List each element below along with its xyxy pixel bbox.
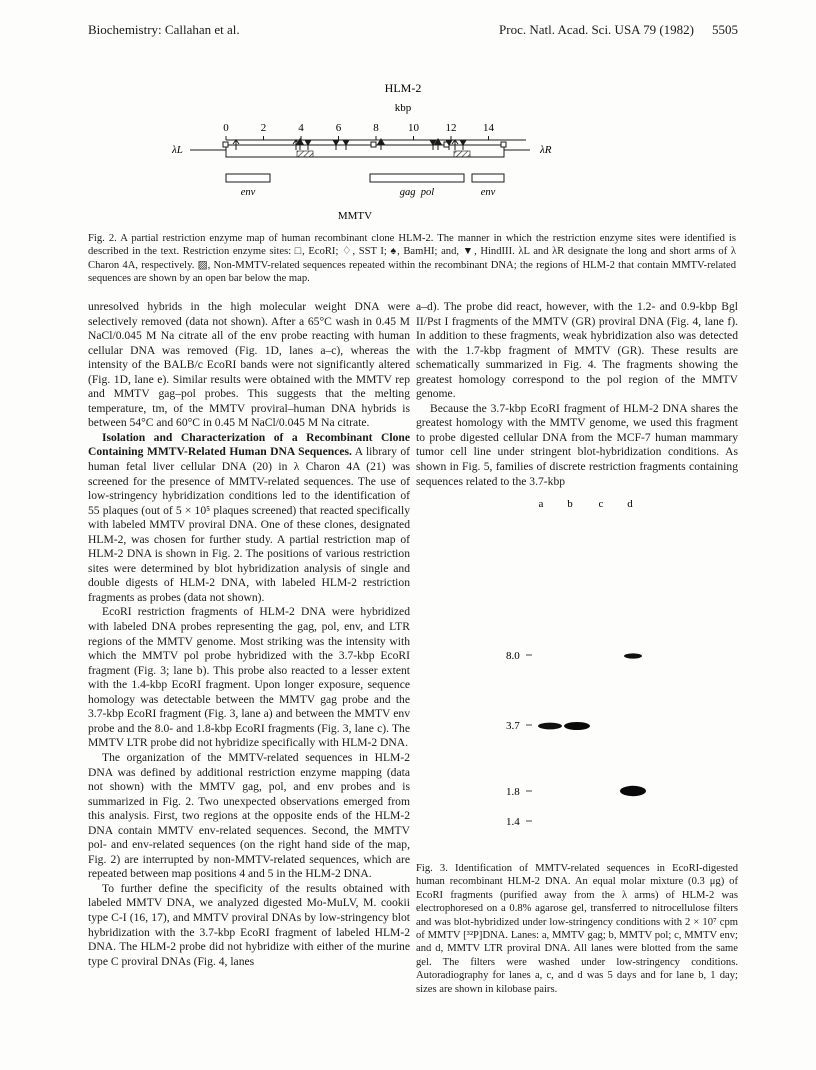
running-header-right <box>499 22 738 38</box>
repeat-region-hatched <box>297 151 313 157</box>
scale-tick-label: 0 <box>223 122 229 134</box>
band-lane-c-8-0 <box>624 653 642 658</box>
bamhi-site-icon <box>378 139 384 150</box>
scale-tick-label: 2 <box>260 122 267 134</box>
ecori-site-icon <box>501 142 506 147</box>
left-column <box>88 300 410 969</box>
journal-citation: Proc. Natl. Acad. Sci. USA 79 (1982) <box>499 22 694 37</box>
lambda-right-label: λR <box>540 144 552 156</box>
scale-ticks <box>223 122 494 140</box>
mmtv-label: MMTV <box>337 210 373 222</box>
paragraph: unresolved hybrids in the high molecular weight DNA were selectively removed (data not shown). After a 65°C wash in 0.45 M NaCl/0.045 M Na citrate all of the env probe reacting with human cellular DNA was removed (Fig. 1D, lanes a–c), whereas the intensity of the BALB/c EcoRI bands were not significantly altered (Fig. 1D, lane e). Similar results were obtained with the MMTV rep and MMTV gag–pol probes. This suggests that the melting temperature, tm, of the MMTV proviral–human DNA hybrids is between 54°C and 60°C in 0.45 M NaCl/0.045 M Na citrate. <box>88 300 410 430</box>
paragraph: EcoRI restriction fragments of HLM-2 DNA were hybridized with labeled DNA probes representing the gag, pol, env, and LTR regions of the MMTV genome. Most striking was the intensity with which the MMTV pol probe hybridized with the 3.7-kbp EcoRI fragment (Fig. 3; lane b). This probe also reacted to a lesser extent with the 1.4-kbp EcoRI fragment. Upon longer exposure, sequence homology was detectable between the MMTV gag probe and the 3.7-kbp EcoRI fragment (Fig. 3, lane a) and between the MMTV env probe and the 8.0- and 1.8-kbp EcoRI fragments (Fig. 3, lane c). The MMTV LTR probe did not hybridize specifically with HLM-2 DNA. <box>88 605 410 750</box>
scale-tick-label: 10 <box>408 122 419 134</box>
page-number: 5505 <box>712 22 738 37</box>
env-bar-left <box>226 174 270 182</box>
scale-tick-label: 12 <box>445 122 457 134</box>
bamhi-site-icon <box>297 139 303 150</box>
size-marker-1-4: 1.4 <box>506 816 520 828</box>
figure-3-autoradiograph <box>470 495 670 625</box>
band-lane-a-3-7 <box>538 723 562 730</box>
ecori-site-icon <box>223 142 228 147</box>
bar-label: gag pol <box>399 187 435 198</box>
gag-pol-bar <box>370 174 464 182</box>
paragraph <box>88 431 410 606</box>
scale-tick-label: 14 <box>483 122 494 134</box>
size-marker-1-8: 1.8 <box>506 786 520 798</box>
scale-tick-label: 6 <box>335 122 342 134</box>
bar-label: env <box>480 187 496 198</box>
lambda-left-label: λL <box>172 144 183 156</box>
figure-2-restriction-map <box>150 78 610 228</box>
map-scale-unit: kbp <box>394 102 412 114</box>
band-lane-b-3-7 <box>564 722 590 730</box>
band-lane-c-1-8 <box>620 786 646 796</box>
paragraph: To further define the specificity of the results obtained with labeled MMTV DNA, we analyzed digested Mo-MuLV, M. cookii type C-I (16, 17), and MMTV proviral DNAs by low-stringency blot hybridization with the 3.7-kbp EcoRI fragment of labeled HLM-2 DNA. The HLM-2 probe did not hybridize with either of the murine type C proviral DNAs (Fig. 4, lanes <box>88 881 410 968</box>
lane-label-d: d <box>627 498 633 510</box>
bar-label: env <box>240 187 256 198</box>
paragraph-body: A library of human fetal liver cellular DNA (20) in λ Charon 4A (21) was screened for the presence of MMTV-related sequences. The use of low-stringency hybridization conditions led to the identification of 55 plaques (out of 5 × 10⁵ plaques screened) that reacted specifically with labeled MMTV proviral DNA. One of these clones, designated HLM-2, was chosen for further study. A partial restriction map of HLM-2 DNA is shown in Fig. 2. The positions of various restriction sites were determined by blot hybridization analysis of single and double digests of HLM-2 DNA, with labeled HLM-2 restriction fragments as probes (data not shown). <box>88 445 410 604</box>
section-heading: Isolation and Characterization of a Recombinant Clone Containing MMTV-Related Human DNA Sequences. <box>88 430 410 459</box>
env-bar-right <box>472 174 504 182</box>
figure-3-gel-bands <box>470 640 680 830</box>
lane-label-c: c <box>598 498 604 510</box>
lane-label-b: b <box>567 498 573 510</box>
running-header-left: Biochemistry: Callahan et al. <box>88 22 240 37</box>
scale-tick-label: 4 <box>298 122 304 134</box>
scale-tick-label: 8 <box>373 122 379 134</box>
ecori-site-icon <box>371 142 376 147</box>
right-column <box>416 300 738 489</box>
size-marker-8-0: 8.0 <box>506 650 520 662</box>
paragraph: Because the 3.7-kbp EcoRI fragment of HLM-2 DNA shares the greatest homology with the MMTV genome, we used this fragment to probe digested cellular DNA from the MCF-7 human mammary tumor cell line under stringent blot-hybridization conditions. As shown in Fig. 5, families of discrete restriction fragments containing sequences related to the 3.7-kbp <box>416 401 738 488</box>
paragraph: a–d). The probe did react, however, with the 1.2- and 0.9-kbp Bgl II/Pst I fragments of the MMTV (GR) proviral DNA (Fig. 4, lane f). In addition to these fragments, weak hybridization also was detected with the 1.7-kbp fragment of MMTV (GR). These results are schematically summarized in Fig. 4. The fragments showing the greatest homology correspond to the pol region of the MMTV genome. <box>416 300 738 401</box>
lane-label-a: a <box>538 498 544 510</box>
figure-3-caption: Fig. 3. Identification of MMTV-related sequences in EcoRI-digested human recombinant HLM-2 DNA. An equal molar mixture (0.3 μg) of EcoRI fragments (purified away from the λ arms) of HLM-2 was electrophoresed on a 0.8% agarose gel, transferred to nitrocellulose filters and was blot-hybridized under low-stringency conditions with 2 × 10⁷ cpm of MMTV [³²P]DNA. Lanes: a, MMTV gag; b, MMTV pol; c, MMTV env; and d, MMTV LTR proviral DNA. All lanes were blotted from the same gel. The filters were washed under low-stringency conditions. Autoradiography for lanes a, c, and d was 5 days and for lane b, 1 day; sizes are shown in kilobase pairs. <box>416 863 738 995</box>
size-marker-3-7: 3.7 <box>506 720 520 732</box>
figure-2-caption: Fig. 2. A partial restriction enzyme map of human recombinant clone HLM-2. The manner in which the restriction enzyme sites were identified is described in the text. Restriction enzyme sites: □, EcoRI; ♢, SST I; ♠, BamHI; and, ▼, HindIII. λL and λR designate the long and short arms of λ Charon 4A, respectively. ▨, Non-MMTV-related sequences repeated within the recombinant DNA; the regions of HLM-2 that contain MMTV-related sequences are shown by an open bar below the map. <box>88 233 736 285</box>
repeat-region-hatched <box>454 151 470 157</box>
paragraph: The organization of the MMTV-related sequences in HLM-2 DNA was defined by additional restriction enzyme mapping (data not shown) with the MMTV gag, pol, and env probes and is summarized in Fig. 2. Two unexpected observations emerged from this analysis. First, two regions at the opposite ends of the HLM-2 DNA contain MMTV env-related sequences. Second, the MMTV pol- and env-related sequences (on the right hand side of the map, Fig. 2) are interrupted by non-MMTV-related sequences, which are repeated between map positions 4 and 5 in the HLM-2 DNA. <box>88 750 410 881</box>
map-title: HLM-2 <box>384 81 422 95</box>
